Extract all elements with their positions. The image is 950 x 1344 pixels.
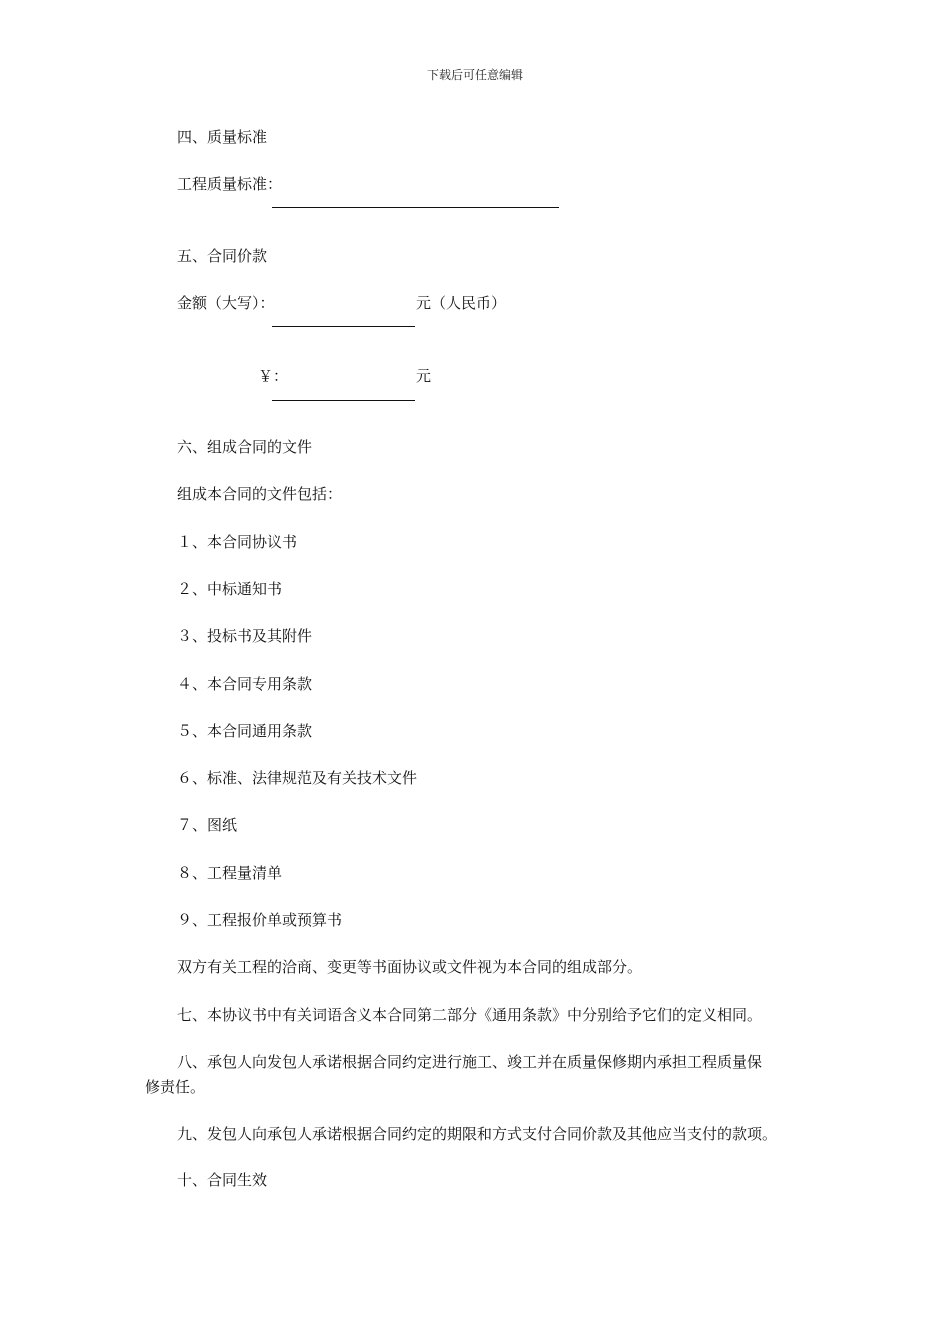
amount-words-label: 金额（大写）： [177,294,275,312]
amount-yen-unit: 元 [416,367,432,385]
section-5-heading: 五、合同价款 [177,247,268,265]
section-8-line-1: 八、承包人向发包人承诺根据合同约定进行施工、竣工并在质量保修期内承担工程质量保 [177,1053,763,1071]
section-10-heading: 十、合同生效 [177,1171,268,1189]
amount-yen-label: ￥： [258,367,289,385]
document-list-item: ３、投标书及其附件 [177,627,313,645]
quality-standard-blank [272,207,559,208]
section-4-heading: 四、质量标准 [177,128,268,146]
document-list-item: １、本合同协议书 [177,533,298,551]
amount-words-blank [272,326,415,327]
documents-note: 双方有关工程的洽商、变更等书面协议或文件视为本合同的组成部分。 [177,958,643,976]
quality-standard-label: 工程质量标准： [177,175,283,193]
document-list-item: ２、中标通知书 [177,580,283,598]
document-list-item: ７、图纸 [177,816,238,834]
page-header: 下载后可任意编辑 [426,68,523,82]
document-list-item: ５、本合同通用条款 [177,722,313,740]
document-list-item: ８、工程量清单 [177,864,283,882]
section-6-heading: 六、组成合同的文件 [177,438,313,456]
document-list-item: ６、标准、法律规范及有关技术文件 [177,769,418,787]
section-9-text: 九、发包人向承包人承诺根据合同约定的期限和方式支付合同价款及其他应当支付的款项。 [177,1125,778,1143]
document-list-item: ４、本合同专用条款 [177,675,313,693]
documents-intro: 组成本合同的文件包括： [177,485,343,503]
amount-words-unit: 元（人民币） [416,294,507,312]
section-8-line-2: 修责任。 [145,1078,206,1096]
amount-yen-blank [272,400,415,401]
section-7-text: 七、本协议书中有关词语含义本合同第二部分《通用条款》中分别给予它们的定义相同。 [177,1006,763,1024]
document-list-item: ９、工程报价单或预算书 [177,911,343,929]
